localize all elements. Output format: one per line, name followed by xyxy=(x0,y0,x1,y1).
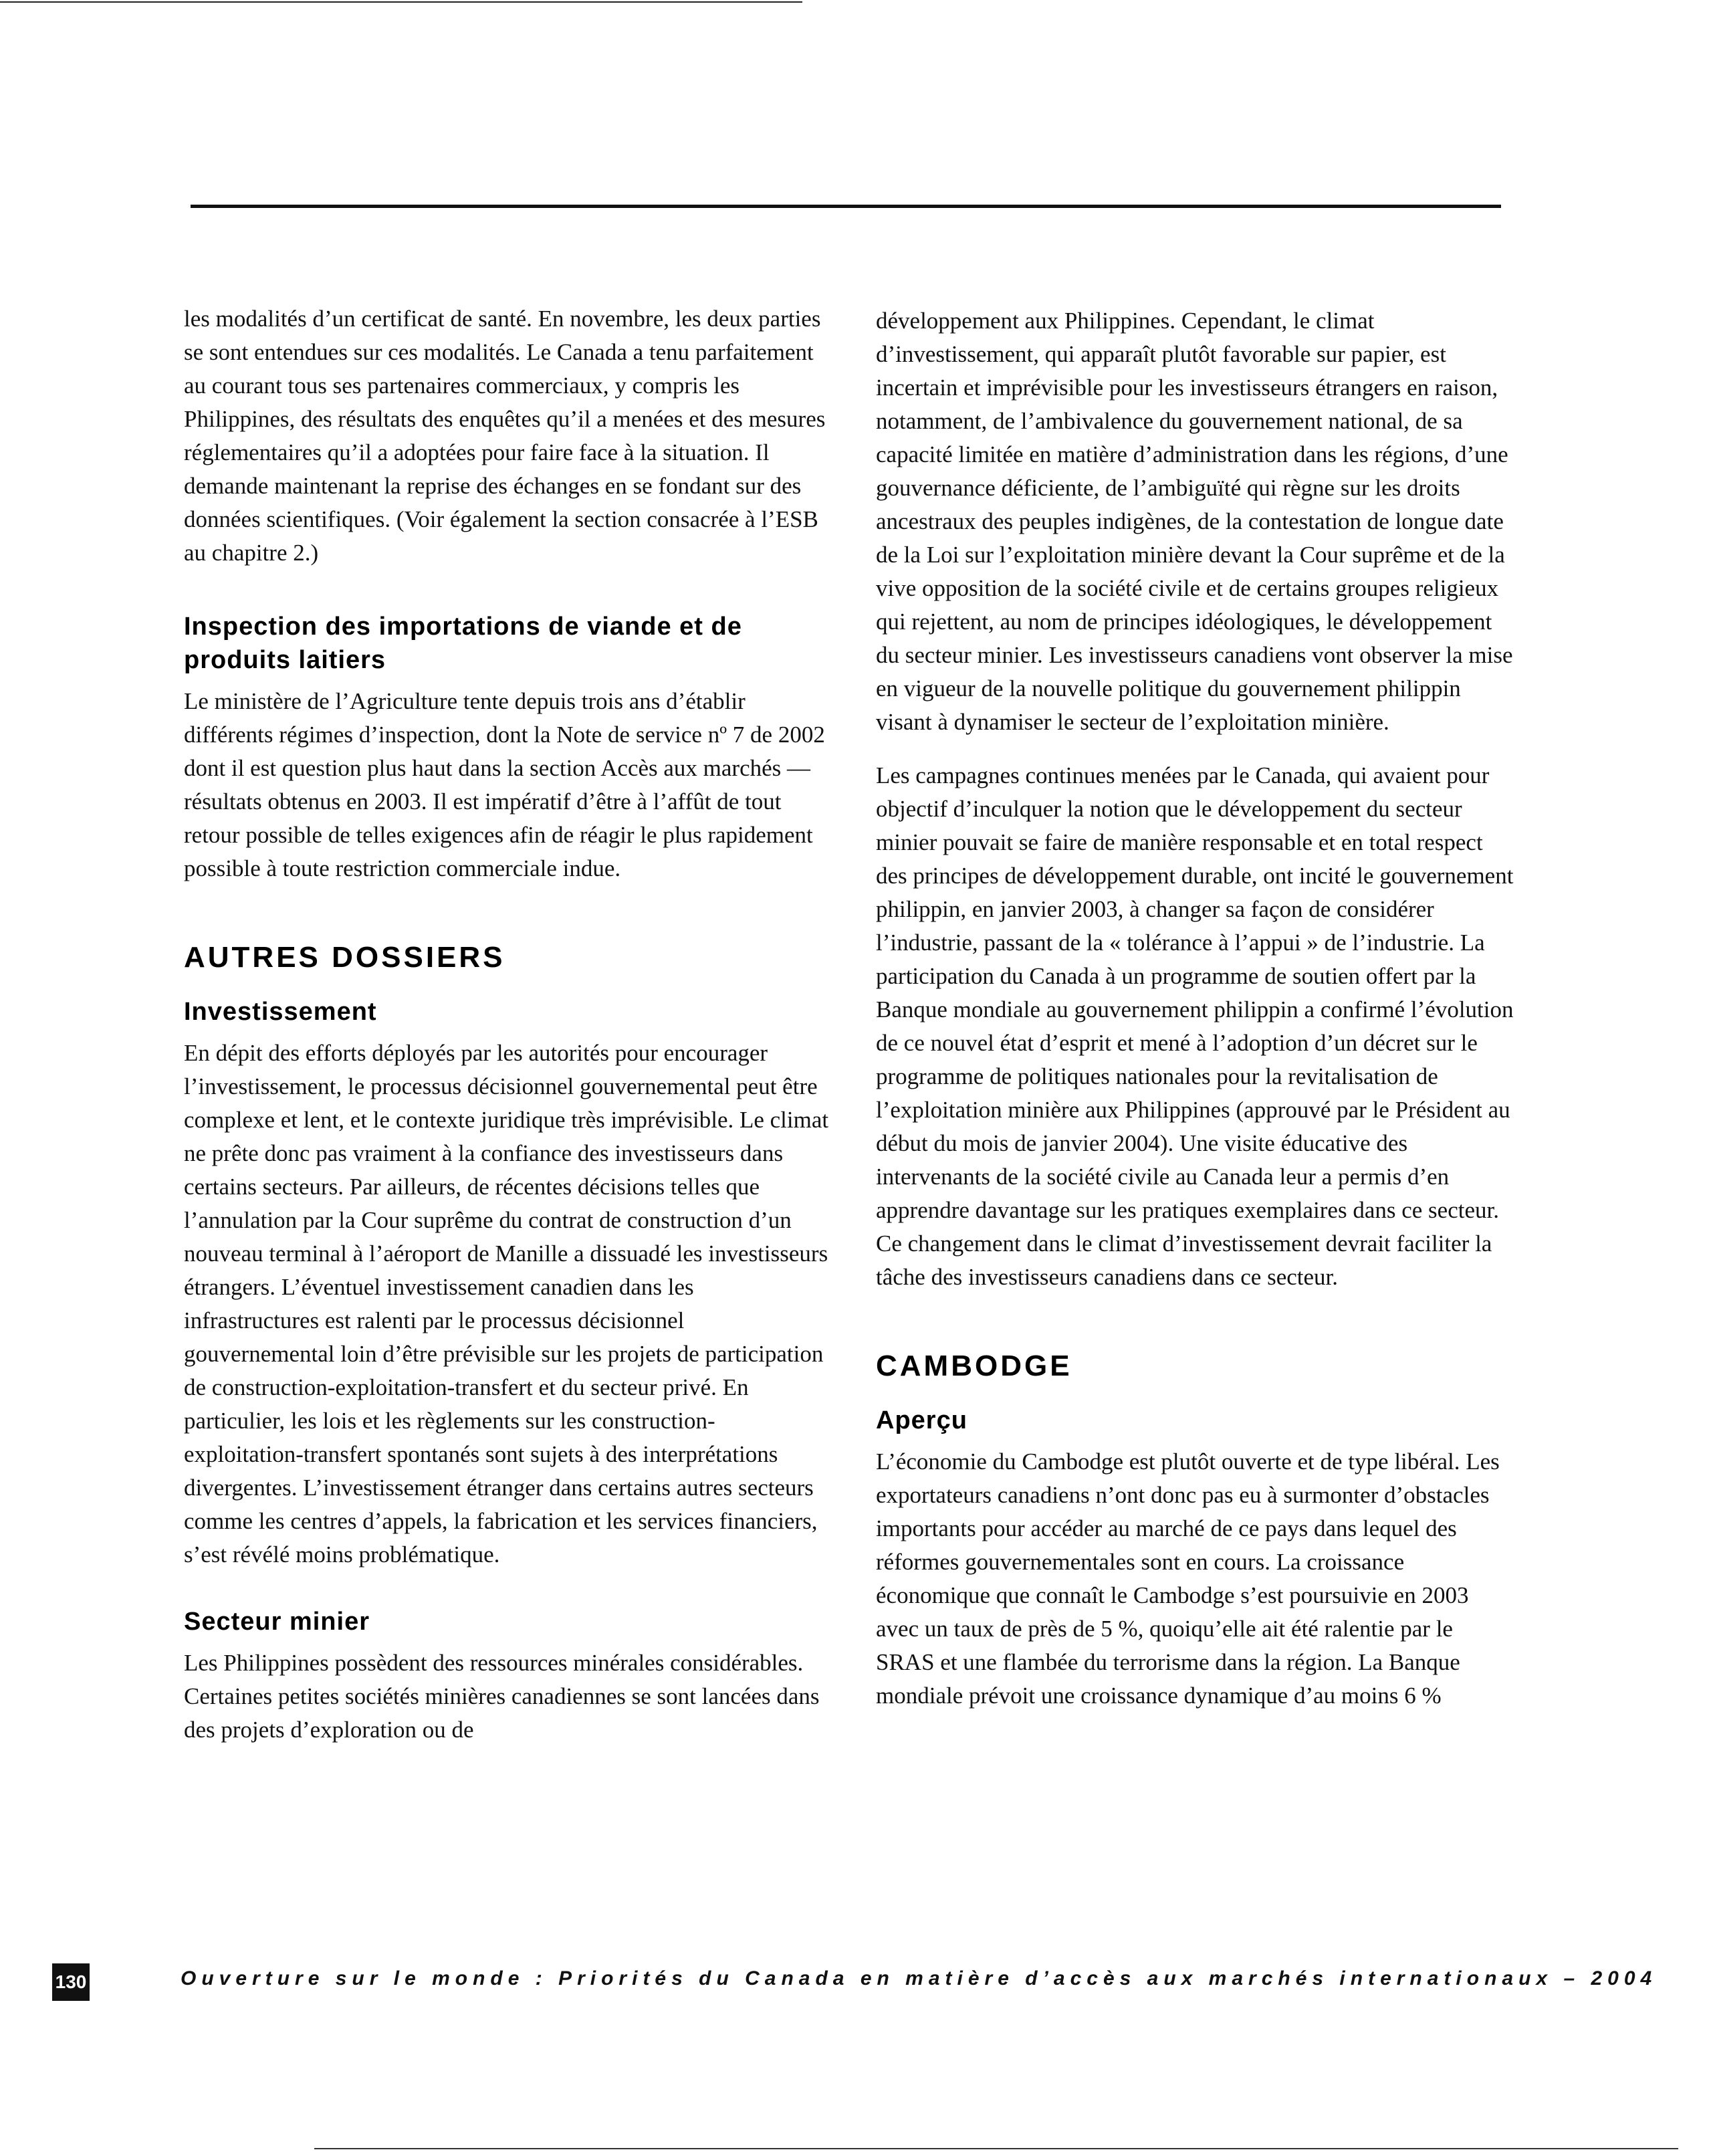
paragraph: Les Philippines possèdent des ressources minérales considérables. Certaines petites sociétés minières canadiennes se sont lancées dans des projets d’exploration ou de xyxy=(184,1650,820,1743)
section-heading-inspection: Inspection des importations de viande et de produits laitiers xyxy=(184,613,742,674)
paragraph: En dépit des efforts déployés par les autorités pour encourager l’investissement, le processus décisionnel gouvernemental peut être complexe et lent, et le contexte juridique très imprévisible. Le climat ne prête donc pas vraiment à la confiance des investisseurs dans certains secteurs. Par ailleurs, de récentes décisions telles que l’annulation par la Cour suprême du contrat de construction d’un nouveau terminal à l’aéroport de Manille a dissuadé les investisseurs étrangers. L’éventuel investissement canadien dans les infrastructures est ralenti par le processus décisionnel gouvernemental loin d’être prévisible sur les projets de participation de construction-exploitation-transfert et du secteur privé. En particulier, les lois et les règlements sur les construction-exploitation-transfert spontanés sont sujets à des interprétations divergentes. L’investissement étranger dans certains autres secteurs comme les centres d’appels, la fabrication et les services financiers, s’est révélé moins problématique. xyxy=(184,1040,829,1568)
paragraph: développement aux Philippines. Cependant, le climat d’investissement, qui apparaît plutôt favorable sur papier, est incertain et imprévisible pour les investisseurs étrangers en raison, notamment, de l’ambivalence du gouvernement national, de sa capacité limitée en matière d’administration dans les régions, d’une gouvernance déficiente, de l’ambiguïté qui règne sur les droits ancestraux des peuples indigènes, de la contestation de longue date de la Loi sur l’exploitation minière devant la Cour suprême et de la vive opposition de la société civile et de certains groupes religieux qui rejettent, au nom de principes idéologiques, le développement du secteur minier. Les investisseurs canadiens vont observer la mise en vigueur de la nouvelle politique du gouvernement philippin visant à dynamiser le secteur de l’exploitation minière. xyxy=(876,308,1513,735)
section-heading-secteur-minier: Secteur minier xyxy=(184,1608,370,1636)
bottom-edge-rule xyxy=(314,2148,1678,2149)
paragraph: Le ministère de l’Agriculture tente depuis trois ans d’établir différents régimes d’inspection, dont la Note de service nº 7 de 2002 dont il est question plus haut dans la section Accès aux marchés — résultats obtenus en 2003. Il est impératif d’être à l’affût de tout retour possible de telles exigences afin de réagir le plus rapidement possible à toute restriction commerciale indue. xyxy=(184,688,825,881)
major-heading-cambodge: CAMBODGE xyxy=(876,1350,1072,1382)
section-heading-investissement: Investissement xyxy=(184,998,377,1026)
left-column xyxy=(184,302,832,1767)
major-heading-autres-dossiers: AUTRES DOSSIERS xyxy=(184,941,505,974)
right-column xyxy=(876,304,1514,1733)
top-edge-rule xyxy=(0,1,802,3)
paragraph: L’économie du Cambodge est plutôt ouverte et de type libéral. Les exportateurs canadiens n’ont donc pas eu à surmonter d’obstacles importants pour accéder au marché de ce pays dans lequel des réformes gouvernementales sont en cours. La croissance économique que connaît le Cambodge s’est poursuivie en 2003 avec un taux de près de 5 %, quoiqu’elle ait été ralentie par le SRAS et une flambée du terrorisme dans la région. La Banque mondiale prévoit une croissance dynamique d’au moins 6 % xyxy=(876,1448,1500,1709)
page-number: 130 xyxy=(52,1963,90,2001)
paragraph: Les campagnes continues menées par le Canada, qui avaient pour objectif d’inculquer la notion que le développement du secteur minier pouvait se faire de manière responsable et en total respect des principes de développement durable, ont incité le gouvernement philippin, en janvier 2003, à changer sa façon de considérer l’industrie, passant de la « tolérance à l’appui » de l’industrie. La participation du Canada à un programme de soutien offert par la Banque mondiale au gouvernement philippin a confirmé l’évolution de ce nouvel état d’esprit et mené à l’adoption d’un décret sur le programme de politiques nationales pour la revitalisation de l’exploitation minière aux Philippines (approuvé par le Président au début du mois de janvier 2004). Une visite éducative des intervenants de la société civile au Canada leur a permis d’en apprendre davantage sur les pratiques exemplaires dans ce secteur. Ce changement dans le climat d’investissement devrait faciliter la tâche des investisseurs canadiens dans ce secteur. xyxy=(876,762,1514,1290)
section-heading-apercu: Aperçu xyxy=(876,1406,967,1434)
header-rule xyxy=(191,205,1501,208)
paragraph: les modalités d’un certificat de santé. En novembre, les deux parties se sont entendues sur ces modalités. Le Canada a tenu parfaitement au courant tous ses partenaires commerciaux, y compris les Philippines, des résultats des enquêtes qu’il a menées et des mesures réglementaires qu’il a adoptées pour faire face à la situation. Il demande maintenant la reprise des échanges en se fondant sur des données scientifiques. (Voir également la section consacrée à l’ESB au chapitre 2.) xyxy=(184,306,826,566)
running-footer-title: Ouverture sur le monde : Priorités du Canada en matière d’accès aux marchés internationaux – 2004 xyxy=(181,1967,1658,1989)
